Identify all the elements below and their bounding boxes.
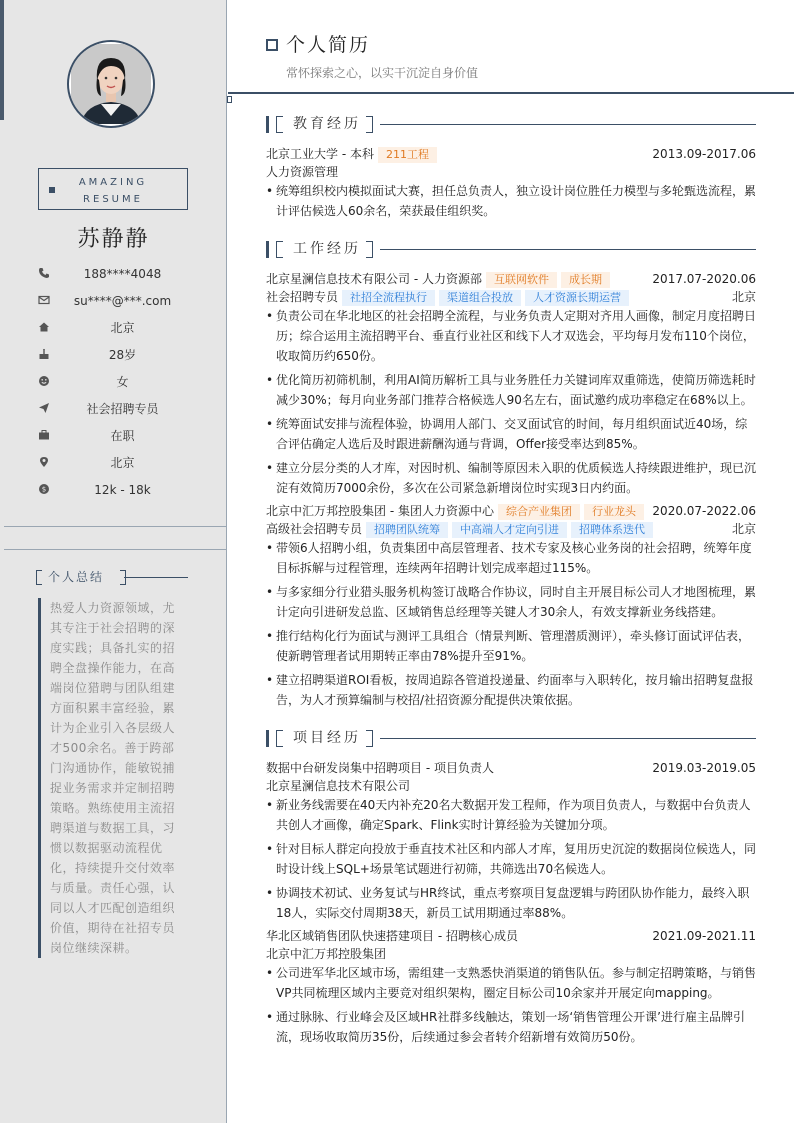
- bracket-left-icon: [276, 730, 283, 747]
- job-date: 2017.07-2020.06: [652, 272, 756, 286]
- project-bullet: • 新业务线需要在40天内补充20名大数据开发工程师，作为项目负责人，与数据中台负责人共创人才画像，确定Spark、Flink实时计算经验为关键加分项。: [266, 795, 756, 835]
- project-bullet: • 公司进军华北区域市场，需组建一支熟悉快消渠道的销售队伍。参与制定招聘策略，与销售VP共同梳理区域内主要竞对组织架构，圈定目标公司10余家并开展定向mapping。: [266, 963, 756, 1003]
- info-position: [0, 399, 227, 419]
- summary-title: 个人总结: [48, 570, 105, 584]
- page-title: 个人简历: [286, 34, 371, 56]
- info-email-text: su****@***.com: [73, 294, 172, 308]
- avatar-portrait-icon: [71, 44, 151, 124]
- project-1-company-row: [266, 777, 756, 795]
- project-date: 2019.03-2019.05: [652, 761, 756, 775]
- education-major: 人力资源管理: [266, 165, 339, 179]
- education-bullet: • 统筹组织校内模拟面试大赛，担任总负责人，独立设计岗位胜任力模型与多轮甄选流程，累计评估候选人60余名，荣获最佳组织奖。: [266, 181, 756, 221]
- role-tag: 渠道组合投放: [439, 290, 521, 306]
- job-tag: 成长期: [561, 272, 610, 288]
- role-tag: 招聘体系迭代: [571, 522, 653, 538]
- role-tag: 中高端人才定向引进: [452, 522, 567, 538]
- job-1-company-row: [266, 270, 756, 288]
- project-name: 华北区域销售团队快速搭建项目 - 招聘核心成员: [266, 929, 518, 943]
- info-status-text: 在职: [110, 429, 135, 443]
- project-name: 数据中台研发岗集中招聘项目 - 项目负责人: [266, 761, 494, 775]
- bracket-left-icon: [276, 241, 283, 258]
- job-role: 社会招聘专员: [266, 290, 339, 304]
- info-salary: [0, 480, 227, 500]
- page-subtitle: 常怀探索之心，以实干沉淀自身价值: [286, 66, 479, 80]
- education-date: 2013.09-2017.06: [652, 147, 756, 161]
- header-square-icon: [266, 39, 278, 51]
- project-company: 北京星澜信息技术有限公司: [266, 779, 411, 793]
- section-line: [380, 124, 756, 125]
- job-tag: 行业龙头: [584, 504, 644, 520]
- section-bar: [266, 730, 269, 747]
- job-city: 北京: [731, 290, 756, 304]
- info-phone: [0, 264, 227, 284]
- sidebar-divider-bottom: [4, 549, 227, 550]
- section-education-heading: [266, 116, 756, 134]
- badge-square-icon: [49, 187, 55, 193]
- role-tag: 社招全流程执行: [342, 290, 435, 306]
- job-bullet: • 负责公司在华北地区的社会招聘全流程，与业务负责人定期对齐用人画像，制定月度招聘日历；综合运用主流招聘平台、垂直行业社区和线下人才双选会，平均每月发布110个岗位，收取简历约650份。: [266, 306, 756, 366]
- summary-heading-line: [124, 577, 188, 578]
- summary-text: 热爱人力资源领域，尤其专注于社会招聘的深度实践；具备扎实的招聘全盘操作能力，在高端岗位猎聘与团队组建方面积累丰富经验，累计为企业引入各层级人才500余名。善于跨部门沟通协作，能敏锐捕捉业务需求并定制招聘策略。熟练使用主流招聘渠道与数据工具，习惯以数据驱动流程优化，持续提升交付效率与质量。责任心强，认同以人才匹配创造组织价值，期待在社招专员岗位继续深耕。: [38, 598, 184, 958]
- job-city: 北京: [731, 522, 756, 536]
- info-location-text: 北京: [110, 456, 135, 470]
- info-location: [0, 453, 227, 473]
- bracket-left-icon: [276, 116, 283, 133]
- badge-line-1: AMAZING: [78, 177, 148, 188]
- badge-line-2: RESUME: [83, 194, 143, 205]
- info-position-text: 社会招聘专员: [86, 402, 159, 416]
- education-major-row: [266, 163, 756, 181]
- job-bullet: • 推行结构化行为面试与测评工具组合（情景判断、管理潜质测评），牵头修订面试评估表，使新聘管理者试用期转正率由78%提升至91%。: [266, 626, 756, 666]
- section-projects-heading: [266, 730, 756, 748]
- project-bullet: • 通过脉脉、行业峰会及区域HR社群多线触达，策划一场‘销售管理公开课’进行雇主品牌引流，现场收取简历35份，后续通过参会者转介绍新增有效简历50份。: [266, 1007, 756, 1047]
- section-bar: [266, 241, 269, 258]
- role-tag: 招聘团队统筹: [366, 522, 448, 538]
- job-tag: 综合产业集团: [498, 504, 580, 520]
- bracket-left-icon: [36, 570, 42, 585]
- section-title: 项目经历: [293, 730, 361, 746]
- project-date: 2021.09-2021.11: [652, 929, 756, 943]
- job-date: 2020.07-2022.06: [652, 504, 756, 518]
- info-age-text: 28岁: [108, 348, 137, 362]
- job-2-company-row: [266, 502, 756, 520]
- header-tick-mark: [227, 96, 232, 103]
- sidebar-edge-accent: [0, 0, 4, 120]
- role-tag: 人才资源长期运营: [525, 290, 629, 306]
- section-line: [380, 738, 756, 739]
- project-2-name-row: [266, 927, 756, 945]
- section-title: 工作经历: [293, 241, 361, 257]
- section-title: 教育经历: [293, 116, 361, 132]
- project-1-name-row: [266, 759, 756, 777]
- job-bullet: • 建立招聘渠道ROI看板，按周追踪各管道投递量、约面率与入职转化，按月输出招聘复盘报告，为人才预算编制与校招/社招资源分配提供决策依据。: [266, 670, 756, 710]
- info-home: [0, 318, 227, 338]
- sidebar-divider-top: [4, 526, 227, 527]
- info-home-text: 北京: [110, 321, 135, 335]
- job-role: 高级社会招聘专员: [266, 522, 363, 536]
- job-bullet: • 建立分层分类的人才库，对因时机、编制等原因未入职的优质候选人持续跟进维护，现已沉淀有效简历7000余份，多次在公司紧急新增岗位时实现3日内约面。: [266, 458, 756, 498]
- avatar: [67, 40, 155, 128]
- education-school: 北京工业大学 - 本科: [266, 147, 374, 161]
- section-work-heading: [266, 241, 756, 259]
- section-line: [380, 249, 756, 250]
- job-bullet: • 与多家细分行业猎头服务机构签订战略合作协议，同时自主开展目标公司人才地图梳理，累计定向引进研发总监、区域销售总经理等关键人才30余人，有效支撑新业务线搭建。: [266, 582, 756, 622]
- info-email: [0, 291, 227, 311]
- info-status: [0, 426, 227, 446]
- info-salary-text: 12k - 18k: [94, 483, 151, 497]
- job-company: 北京星澜信息技术有限公司 - 人力资源部: [266, 272, 482, 286]
- project-2-company-row: [266, 945, 756, 963]
- summary-heading: [36, 569, 126, 585]
- job-bullet: • 优化简历初筛机制，利用AI简历解析工具与业务胜任力关键词库双重筛选，使简历筛选耗时减少30%；每月向业务部门推荐合格候选人90名左右，面试邀约成功率稳定在68%以上。: [266, 370, 756, 410]
- job-bullet: • 带领6人招聘小组，负责集团中高层管理者、技术专家及核心业务岗的社会招聘，统筹年度目标拆解与过程管理，连续两年招聘计划完成率超过115%。: [266, 538, 756, 578]
- resume-badge: [38, 168, 188, 210]
- job-1-role-row: [266, 288, 756, 306]
- education-tag: 211工程: [378, 147, 437, 163]
- education-school-row: [266, 145, 756, 163]
- bracket-right-icon: [366, 116, 373, 133]
- info-age: [0, 345, 227, 365]
- svg-text:$: $: [41, 485, 47, 494]
- candidate-name: 苏静静: [77, 227, 150, 252]
- sidebar: [0, 0, 227, 1123]
- info-phone-text: 188****4048: [83, 267, 162, 281]
- info-gender-text: 女: [116, 375, 129, 389]
- section-bar: [266, 116, 269, 133]
- bracket-right-icon: [366, 241, 373, 258]
- job-2-role-row: [266, 520, 756, 538]
- project-company: 北京中汇万邦控股集团: [266, 947, 387, 961]
- job-bullet: • 统筹面试安排与流程体验，协调用人部门、交叉面试官的时间，每月组织面试近40场，综合评估确定人选后及时跟进薪酬沟通与背调，Offer接受率达到85%。: [266, 414, 756, 454]
- header-divider: [228, 92, 794, 94]
- project-bullet: • 协调技术初试、业务复试与HR终试，重点考察项目复盘逻辑与跨团队协作能力，最终入职18人，实际交付周期38天，新员工试用期通过率88%。: [266, 883, 756, 923]
- job-tag: 互联网软件: [486, 272, 557, 288]
- bracket-right-icon: [366, 730, 373, 747]
- job-company: 北京中汇万邦控股集团 - 集团人力资源中心: [266, 504, 494, 518]
- project-bullet: • 针对目标人群定向投放于垂直技术社区和内部人才库，复用历史沉淀的数据岗位候选人，同时设计线上SQL+场景笔试题进行初筛，共筛选出70名候选人。: [266, 839, 756, 879]
- info-gender: [0, 372, 227, 392]
